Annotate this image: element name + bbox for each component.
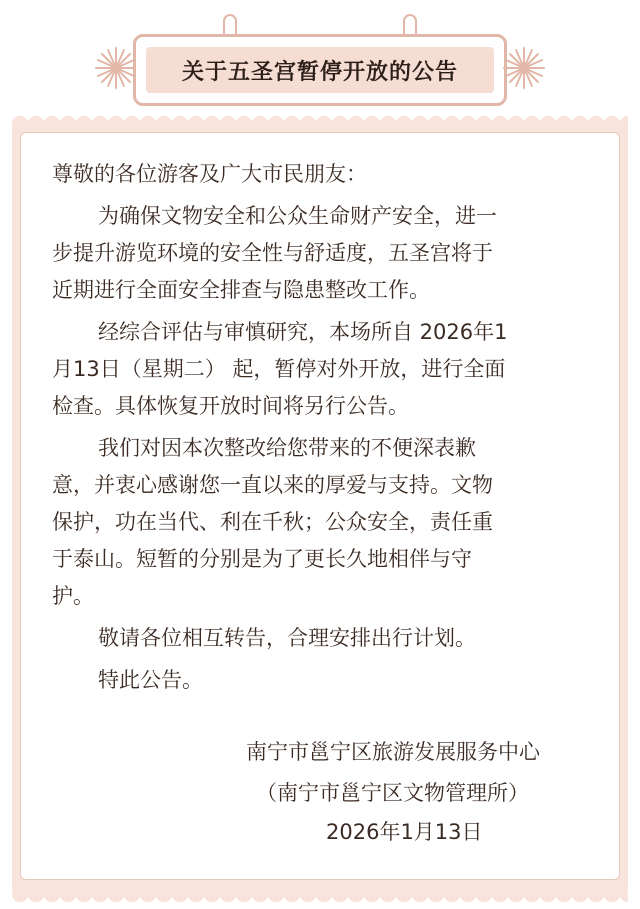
scallop-bottom-border <box>12 894 628 906</box>
paragraph-line: 于泰山。短暂的分别是为了更长久地相伴与守 <box>52 547 472 571</box>
paragraph-line: 为确保文物安全和公众生命财产安全，进一 <box>98 204 497 228</box>
paragraph-line: 经综合评估与审慎研究，本场所自 2026年1 <box>98 320 508 344</box>
signature-org-alt: （南宁市邕宁区文物管理所） <box>256 781 529 805</box>
paragraph-line: 意，并衷心感谢您一直以来的厚爱与支持。文物 <box>52 473 493 497</box>
page-title: 关于五圣宫暂停开放的公告 <box>181 59 458 85</box>
signature-org: 南宁市邕宁区旅游发展服务中心 <box>246 740 540 764</box>
paragraph-line: 保护，功在当代、利在千秋；公众安全，责任重 <box>52 510 493 534</box>
sparkle-right-icon <box>500 44 548 92</box>
paragraph-line: 我们对因本次整改给您带来的不便深表歉 <box>98 436 476 460</box>
paragraph-line: 月13日（星期二） 起，暂停对外开放，进行全面 <box>52 357 506 381</box>
signature-date: 2026年1月13日 <box>326 820 483 844</box>
paragraph-line: 特此公告。 <box>98 668 203 692</box>
paragraph-line: 步提升游览环境的安全性与舒适度，五圣宫将于 <box>52 241 493 265</box>
salutation: 尊敬的各位游客及广大市民朋友： <box>52 162 367 186</box>
title-banner <box>0 0 640 120</box>
paragraph-line: 护。 <box>52 584 94 608</box>
paragraph-line: 敬请各位相互转告，合理安排出行计划。 <box>98 626 476 650</box>
paragraph-line: 近期进行全面安全排查与隐患整改工作。 <box>52 278 430 302</box>
paragraph-line: 检查。具体恢复开放时间将另行公告。 <box>52 394 409 418</box>
banner-frame <box>133 34 507 106</box>
